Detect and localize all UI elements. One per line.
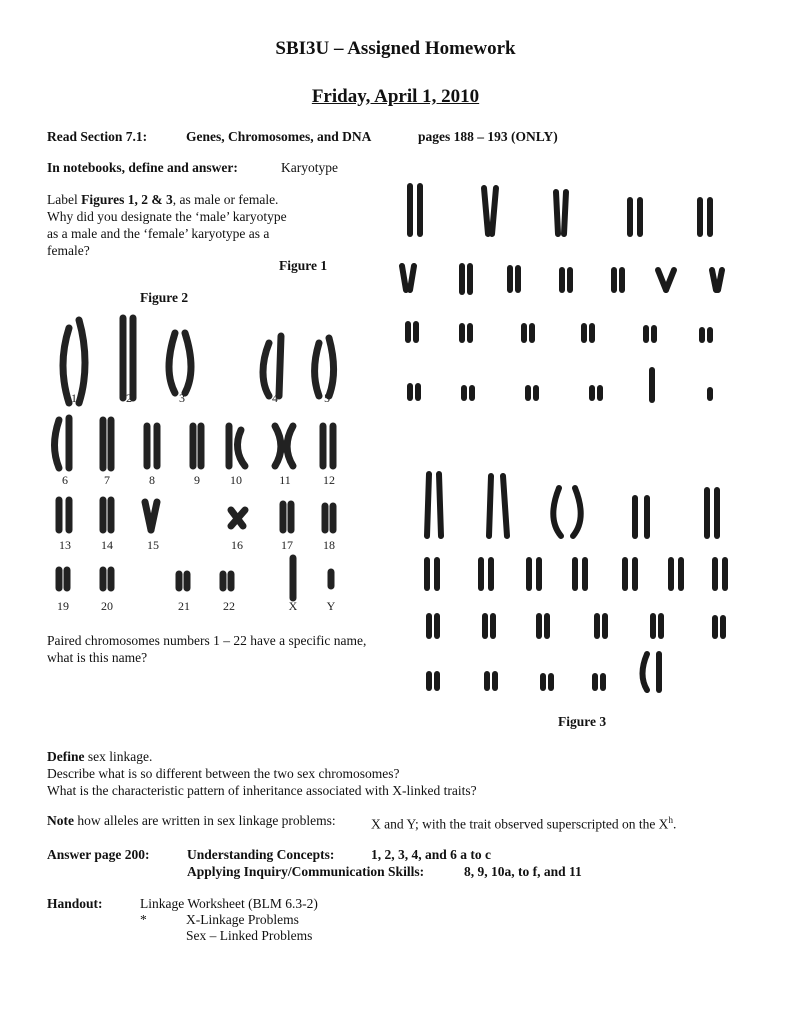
label-13: 13 xyxy=(59,538,71,552)
chromosome-1a xyxy=(63,328,69,403)
label-7: 7 xyxy=(104,473,110,487)
label-16: 16 xyxy=(231,538,243,552)
answer-page-label: Answer page 200: xyxy=(47,847,150,862)
label-x: X xyxy=(288,599,298,613)
label-19: 19 xyxy=(57,599,69,613)
chromosome-10b xyxy=(238,430,245,466)
figure-2-karyotype xyxy=(47,308,367,618)
reading-topic: Genes, Chromosomes, and DNA xyxy=(186,129,372,144)
chromosome-6a xyxy=(55,420,60,468)
label-21: 21 xyxy=(178,599,190,613)
label-1: 1 xyxy=(71,391,77,405)
define-label: In notebooks, define and answer: xyxy=(47,160,238,175)
handout-item-1: X-Linkage Problems xyxy=(186,912,299,927)
chromosome-15b xyxy=(151,502,157,530)
handout-title: Linkage Worksheet (BLM 6.3-2) xyxy=(140,896,318,911)
page-date: Friday, April 1, 2010 xyxy=(311,86,480,107)
figure-1-karyotype xyxy=(392,178,742,418)
label-3: 3 xyxy=(179,391,185,405)
label-2: 2 xyxy=(126,391,132,405)
label-17: 17 xyxy=(281,538,293,552)
chromosome-4a xyxy=(263,343,269,396)
understanding-concepts: Understanding Concepts: xyxy=(187,847,335,862)
note-answer: X and Y; with the trait observed superscripted on the $X^h$. xyxy=(371,815,677,832)
figure-3-karyotype xyxy=(415,468,745,700)
reading-pages: pages 188 – 193 (ONLY) xyxy=(418,129,558,144)
sex-linkage-questions: Define sex linkage. Describe what is so different between the two sex chromosomes? What is the characteristic pattern of inheritance associated with X-linked traits? xyxy=(47,749,477,798)
chromosome-11b xyxy=(287,426,293,466)
label-question: Label Figures 1, 2 & 3, as male or female. Why did you designate the ‘male’ karyotype as a male and the ‘female’ karyotype as a female? xyxy=(47,192,287,258)
label-8: 8 xyxy=(149,473,155,487)
label-15: 15 xyxy=(147,538,159,552)
chromosome-11a xyxy=(275,426,281,466)
paired-question: Paired chromosomes numbers 1 – 22 have a specific name, what is this name? xyxy=(47,633,367,665)
label-10: 10 xyxy=(230,473,242,487)
chromosome-3a xyxy=(169,333,175,393)
figure-1-label: Figure 1 xyxy=(279,258,328,273)
page-title: SBI3U – Assigned Homework xyxy=(275,38,516,59)
label-y: Y xyxy=(326,599,336,613)
figure-3-label: Figure 3 xyxy=(558,714,607,729)
handout-star: * xyxy=(140,912,147,927)
chromosome-1b xyxy=(79,320,85,403)
applying-skills: Applying Inquiry/Communication Skills: xyxy=(187,864,425,879)
chromosome-5b xyxy=(329,338,334,396)
chromosome-4b xyxy=(279,336,281,396)
label-11: 11 xyxy=(279,473,291,487)
handout-label: Handout: xyxy=(47,896,103,911)
label-12: 12 xyxy=(323,473,335,487)
figure-2-label: Figure 2 xyxy=(140,290,189,305)
label-18: 18 xyxy=(323,538,335,552)
label-4: 4 xyxy=(272,391,278,405)
note-label: Note how alleles are written in sex linkage problems: xyxy=(47,813,336,828)
reading-label: Read Section 7.1: xyxy=(47,129,148,144)
applying-items: 8, 9, 10a, to f, and 11 xyxy=(464,864,582,879)
chromosome-3b xyxy=(185,333,191,393)
label-14: 14 xyxy=(101,538,113,552)
chromosome-5a xyxy=(315,343,320,396)
handout-item-2: Sex – Linked Problems xyxy=(186,928,313,943)
label-20: 20 xyxy=(101,599,113,613)
label-6: 6 xyxy=(62,473,68,487)
define-term: Karyotype xyxy=(281,160,338,175)
understanding-items: 1, 2, 3, 4, and 6 a to c xyxy=(371,847,492,862)
label-22: 22 xyxy=(223,599,235,613)
label-9: 9 xyxy=(194,473,200,487)
label-5: 5 xyxy=(324,391,330,405)
